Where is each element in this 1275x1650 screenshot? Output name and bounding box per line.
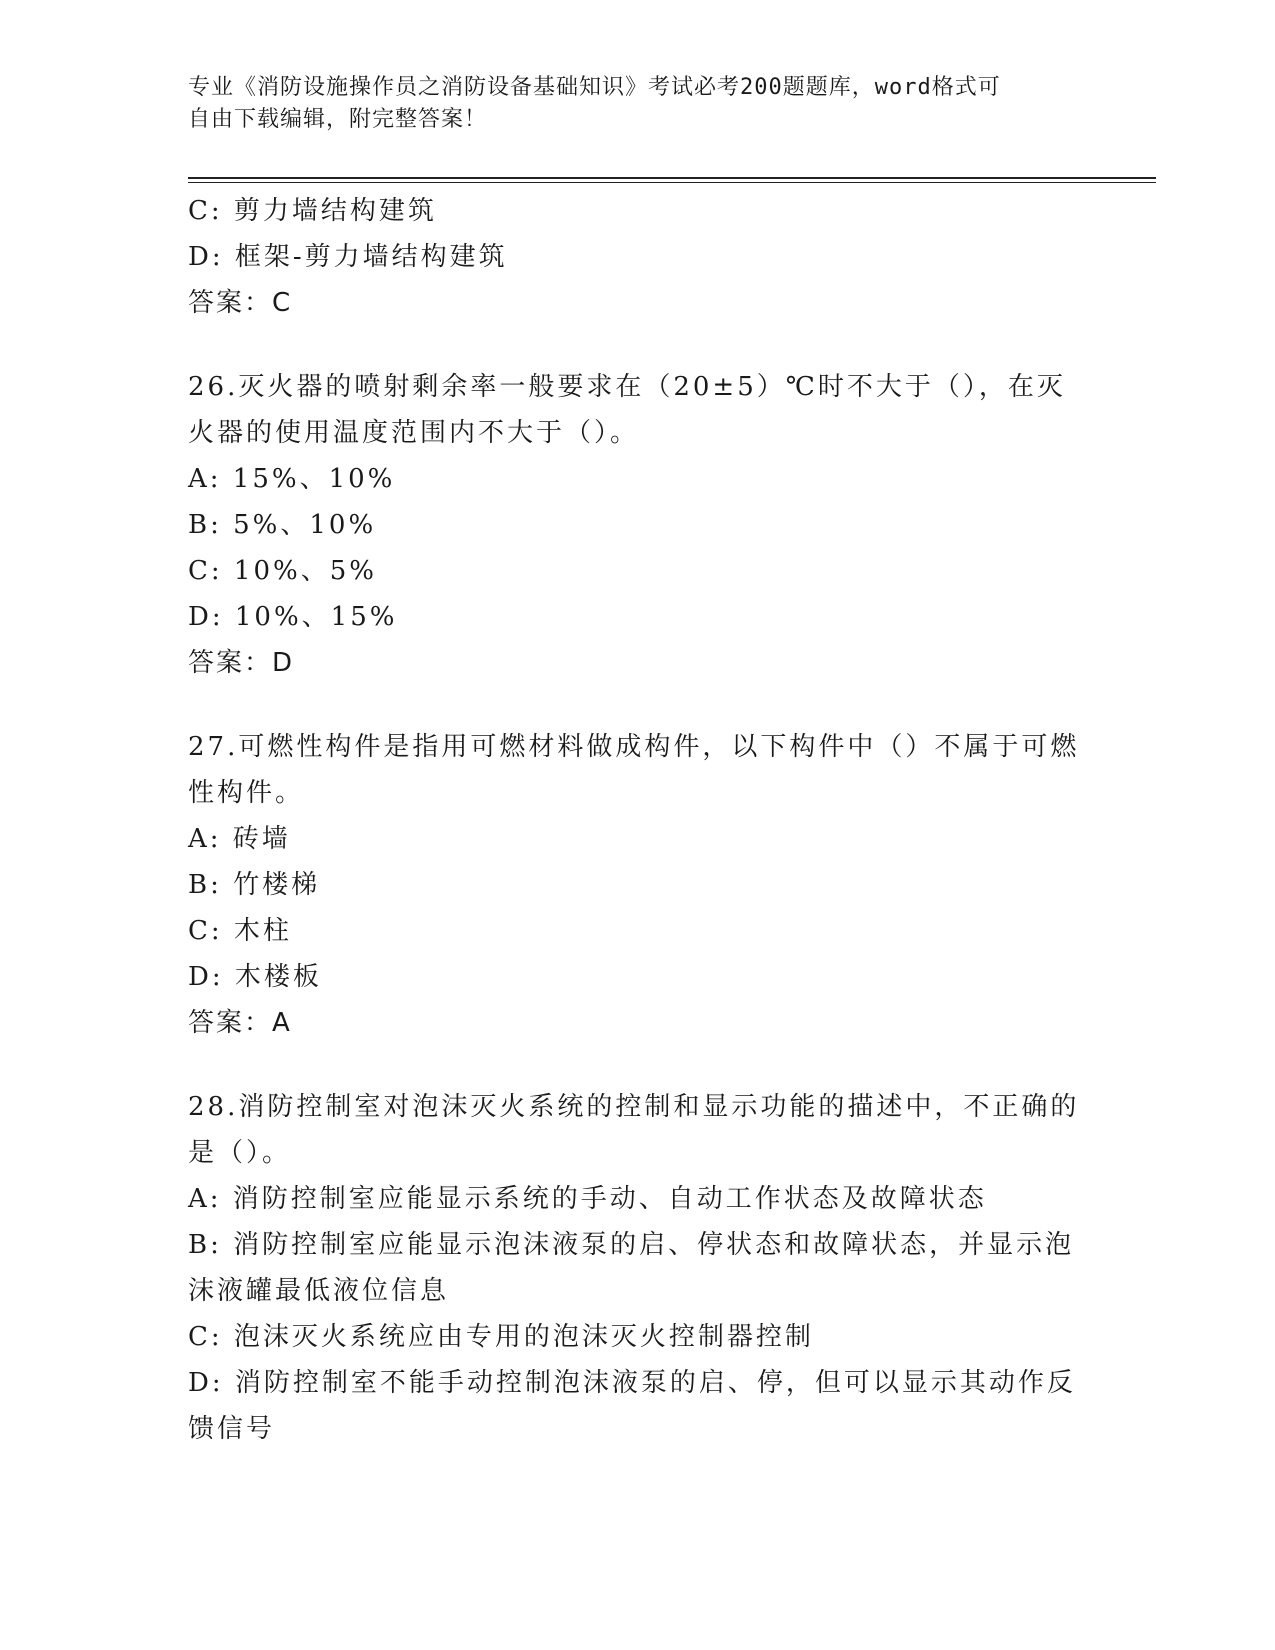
question-stem: 26.灭火器的喷射剩余率一般要求在（20±5）℃时不大于（），在灭 xyxy=(188,372,1066,402)
option-a: A: 消防控制室应能显示系统的手动、自动工作状态及故障状态 xyxy=(188,1184,987,1214)
header-line-1: 专业《消防设施操作员之消防设备基础知识》考试必考200题题库，word格式可 xyxy=(188,75,1001,100)
option-a: A: 砖墙 xyxy=(188,824,291,854)
question-28 xyxy=(188,1084,1088,1452)
option-d: D: 消防控制室不能手动控制泡沫液泵的启、停，但可以显示其动作反 xyxy=(188,1368,1076,1398)
document-header xyxy=(188,72,1068,136)
question-stem-cont: 是（）。 xyxy=(188,1138,292,1168)
option-c: C: 剪力墙结构建筑 xyxy=(188,196,437,226)
previous-question-tail xyxy=(188,188,1088,326)
option-b: B: 5%、10% xyxy=(188,510,377,540)
option-c: C: 泡沫灭火系统应由专用的泡沫灭火控制器控制 xyxy=(188,1322,814,1352)
question-27 xyxy=(188,724,1088,1046)
option-d: D: 框架-剪力墙结构建筑 xyxy=(188,242,508,272)
option-d-cont: 馈信号 xyxy=(188,1414,276,1444)
question-26 xyxy=(188,364,1088,686)
answer-line: 答案：D xyxy=(188,648,295,678)
option-c: C: 木柱 xyxy=(188,916,292,946)
header-rule-thin xyxy=(188,182,1156,183)
header-rule-thick xyxy=(188,177,1156,179)
option-b: B: 竹楼梯 xyxy=(188,870,321,900)
question-stem-cont: 火器的使用温度范围内不大于（）。 xyxy=(188,418,640,448)
option-b: B: 消防控制室应能显示泡沫液泵的启、停状态和故障状态，并显示泡 xyxy=(188,1230,1075,1260)
answer-line: 答案：C xyxy=(188,288,293,318)
option-b-cont: 沫液罐最低液位信息 xyxy=(188,1276,450,1306)
question-stem-cont: 性构件。 xyxy=(188,778,305,808)
question-stem: 27.可燃性构件是指用可燃材料做成构件，以下构件中（）不属于可燃 xyxy=(188,732,1080,762)
header-line-2: 自由下载编辑，附完整答案！ xyxy=(188,107,488,132)
answer-line: 答案：A xyxy=(188,1008,292,1038)
option-a: A: 15%、10% xyxy=(188,464,396,494)
question-content xyxy=(188,188,1088,1452)
option-d: D: 10%、15% xyxy=(188,602,398,632)
option-c: C: 10%、5% xyxy=(188,556,377,586)
option-d: D: 木楼板 xyxy=(188,962,322,992)
question-stem: 28.消防控制室对泡沫灭火系统的控制和显示功能的描述中，不正确的 xyxy=(188,1092,1080,1122)
